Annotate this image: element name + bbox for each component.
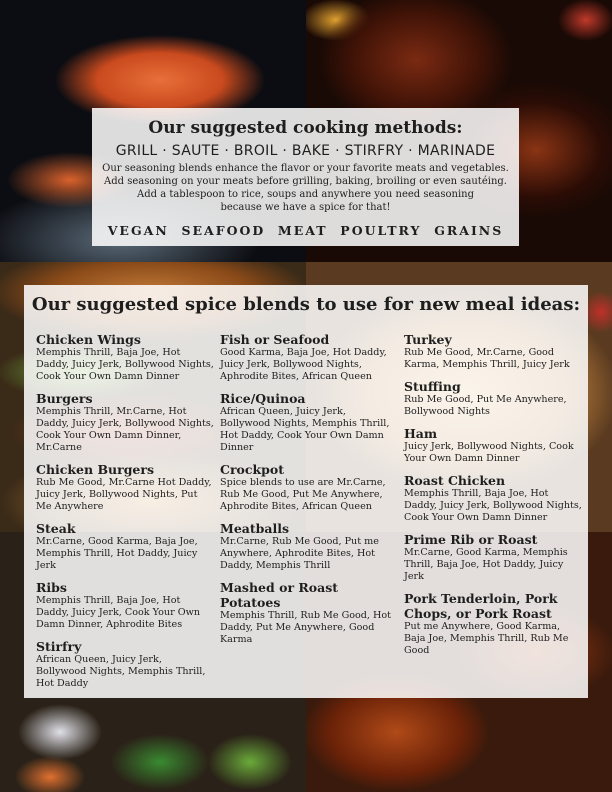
meal-name: Chicken Burgers: [36, 462, 155, 477]
blend-list: Spice blends to use are Mr.Carne, Rub Me Good, Put Me Anywhere, Aphrodite Bites, African Queen: [220, 477, 386, 512]
blend-list: Memphis Thrill, Mr.Carne, Hot Daddy, Juicy Jerk, Bollywood Nights, Cook Your Own Damn Dinner, Mr.Carne: [36, 406, 214, 453]
list-item: [404, 332, 582, 371]
methods-title: Our suggested cooking methods:: [148, 118, 463, 138]
meal-name: Rice/Quinoa: [220, 391, 306, 406]
list-item: [220, 462, 394, 513]
list-item: [404, 532, 582, 583]
blend-list: African Queen, Juicy Jerk, Bollywood Nights, Memphis Thrill, Hot Daddy, Cook Your Own Damn Dinner: [220, 406, 390, 453]
list-item: [220, 391, 394, 454]
methods-description-line: Add a tablespoon to rice, soups and anywhere you need seasoning: [136, 189, 475, 200]
list-item: [36, 332, 214, 383]
cooking-methods-panel: [92, 108, 519, 246]
blends-title: Our suggested spice blends to use for new meal ideas:: [31, 294, 581, 315]
list-item: [36, 639, 214, 690]
meal-name: Burgers: [36, 391, 93, 406]
list-item: [404, 473, 582, 524]
blend-list: Memphis Thrill, Baja Joe, Hot Daddy, Juicy Jerk, Cook Your Own Damn Dinner, Aphrodite Bites: [36, 595, 200, 630]
blend-list: African Queen, Juicy Jerk, Bollywood Nights, Memphis Thrill, Hot Daddy: [36, 654, 206, 689]
blend-list: Good Karma, Baja Joe, Hot Daddy, Juicy Jerk, Bollywood Nights, Aphrodite Bites, African Queen: [220, 347, 387, 382]
meal-name: Crockpot: [220, 462, 284, 477]
blend-list: Memphis Thrill, Rub Me Good, Hot Daddy, Put Me Anywhere, Good Karma: [220, 610, 392, 645]
list-item: [220, 521, 394, 572]
list-item: [36, 580, 214, 631]
meal-name: Pork Tenderloin, Pork Chops, or Pork Roast: [404, 591, 558, 621]
list-item: [404, 426, 582, 465]
blend-list: Mr.Carne, Good Karma, Memphis Thrill, Baja Joe, Hot Daddy, Juicy Jerk: [404, 547, 568, 582]
blend-list: Mr.Carne, Good Karma, Baja Joe, Memphis Thrill, Hot Daddy, Juicy Jerk: [36, 536, 198, 571]
methods-list: GRILL · SAUTE · BROIL · BAKE · STIRFRY · MARINADE: [115, 143, 496, 159]
meal-name: Roast Chicken: [404, 473, 506, 488]
meal-name: Chicken Wings: [36, 332, 141, 347]
spice-blends-panel: [24, 285, 588, 698]
blend-list: Put me Anywhere, Good Karma, Baja Joe, Memphis Thrill, Rub Me Good: [404, 621, 569, 656]
meal-name: Fish or Seafood: [220, 332, 330, 347]
blend-list: Memphis Thrill, Baja Joe, Hot Daddy, Juicy Jerk, Bollywood Nights, Cook Your Own Damn Dinner: [404, 488, 582, 523]
blends-column-1: [36, 332, 214, 698]
meal-name: Ham: [404, 426, 438, 441]
food-categories: VEGAN SEAFOOD MEAT POULTRY GRAINS: [107, 223, 504, 238]
meal-name: Turkey: [404, 332, 452, 347]
meal-name: Steak: [36, 521, 76, 536]
blends-column-2: [220, 332, 394, 654]
list-item: [36, 391, 214, 454]
list-item: [36, 521, 214, 572]
blend-list: Mr.Carne, Rub Me Good, Put me Anywhere, Aphrodite Bites, Hot Daddy, Memphis Thrill: [220, 536, 379, 571]
methods-description-line: because we have a spice for that!: [220, 202, 391, 213]
meal-name: Stuffing: [404, 379, 461, 394]
methods-description-line: Add seasoning on your meats before grilling, baking, broiling or even sautéing.: [104, 176, 507, 187]
blend-list: Rub Me Good, Put Me Anywhere, Bollywood Nights: [404, 394, 567, 417]
methods-description: [102, 162, 509, 214]
meal-name: Meatballs: [220, 521, 290, 536]
meal-name: Mashed or Roast Potatoes: [220, 580, 339, 610]
blends-column-3: [404, 332, 582, 665]
blend-list: Rub Me Good, Mr.Carne, Good Karma, Memphis Thrill, Juicy Jerk: [404, 347, 570, 370]
list-item: [220, 580, 394, 646]
blend-list: Juicy Jerk, Bollywood Nights, Cook Your Own Damn Dinner: [404, 441, 574, 464]
blend-list: Memphis Thrill, Baja Joe, Hot Daddy, Juicy Jerk, Bollywood Nights, Cook Your Own Damn Dinner: [36, 347, 214, 382]
meal-name: Ribs: [36, 580, 67, 595]
list-item: [404, 379, 582, 418]
list-item: [404, 591, 582, 657]
list-item: [220, 332, 394, 383]
meal-name: Stirfry: [36, 639, 82, 654]
meal-name: Prime Rib or Roast: [404, 532, 538, 547]
methods-description-line: Our seasoning blends enhance the flavor or your favorite meats and vegetables.: [102, 163, 509, 174]
blend-list: Rub Me Good, Mr.Carne Hot Daddy, Juicy Jerk, Bollywood Nights, Put Me Anywhere: [36, 477, 212, 512]
list-item: [36, 462, 214, 513]
